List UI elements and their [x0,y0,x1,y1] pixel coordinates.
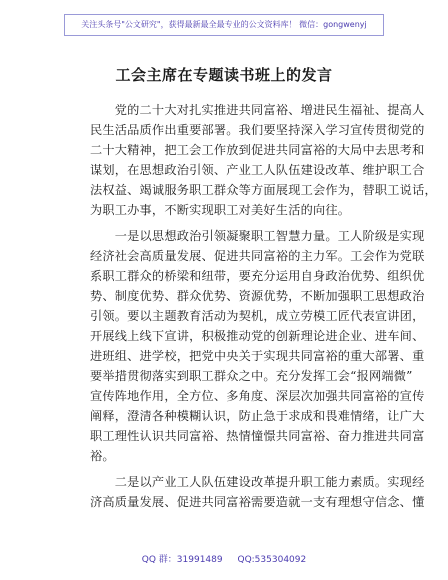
document-title: 工会主席在专题读书班上的发言 [115,66,333,84]
text-line: 进班组、进学校，把党中央关于实现共同富裕的重大部署、重 [90,349,425,363]
text-line: 为职工办事，不断实现职工对美好生活的向往。 [90,203,351,217]
text-line: 裕。 [90,449,115,463]
footer-qq-group: QQ 群：31991489 [141,555,223,565]
paragraph [90,100,437,220]
header-notice-banner [64,14,384,36]
text-line: 势、制度优势、群众优势、资源优势，不断加强职工思想政治 [90,289,425,303]
text-line: 阐释，澄清各种模糊认识，防止急于求成和畏难情绪，让广大 [90,409,425,423]
text-line: 经济社会高质量发展、促进共同富裕的主力军。工会作为党联 [90,249,425,263]
text-line: 系职工群众的桥梁和纽带，要充分运用自身政治优势、组织优 [90,269,425,283]
paragraph [90,472,425,512]
footer-qq: QQ:535304092 [237,555,307,565]
text-line: 一是以思想政治引领凝聚职工智慧力量。工人阶级是实现 [90,229,425,243]
text-line: 要举措贯彻落实到职工群众之中。充分发挥工会“报网端微” [90,369,413,383]
paragraph [90,226,425,466]
text-line: 引领。要以主题教育活动为契机，成立劳模工匠代表宣讲团， [90,309,425,323]
text-line: 谋划，在思想政治引领、产业工人队伍建设改革、维护职工合 [90,163,425,177]
text-line: 济高质量发展、促进共同富裕需要造就一支有理想守信念、懂 [90,495,425,509]
document-body [90,100,437,512]
header-notice-text: 关注头条号"公文研究"，获得最新最全最专业的公文资料库！ 微信：gongwenyj [81,20,367,29]
text-line: 二是以产业工人队伍建设改革提升职工能力素质。实现经 [90,475,425,489]
text-line: 宣传阵地作用，全方位、多角度、深层次加强共同富裕的宣传 [90,389,425,403]
text-line: 法权益、竭诚服务职工群众等方面展现工会作为，替职工说话， [90,183,437,197]
text-line: 党的二十大对扎实推进共同富裕、增进民生福祉、提高人 [90,103,425,117]
text-line: 职工理性认识共同富裕、热情憧憬共同富裕、奋力推进共同富 [90,429,425,443]
footer-contact [0,552,448,565]
text-line: 开展线上线下宣讲，积极推动党的创新理论进企业、进车间、 [90,329,425,343]
text-line: 二十大精神，把工会工作放到促进共同富裕的大局中去思考和 [90,143,425,157]
text-line: 民生活品质作出重要部署。我们要坚持深入学习宣传贯彻党的 [90,123,425,137]
